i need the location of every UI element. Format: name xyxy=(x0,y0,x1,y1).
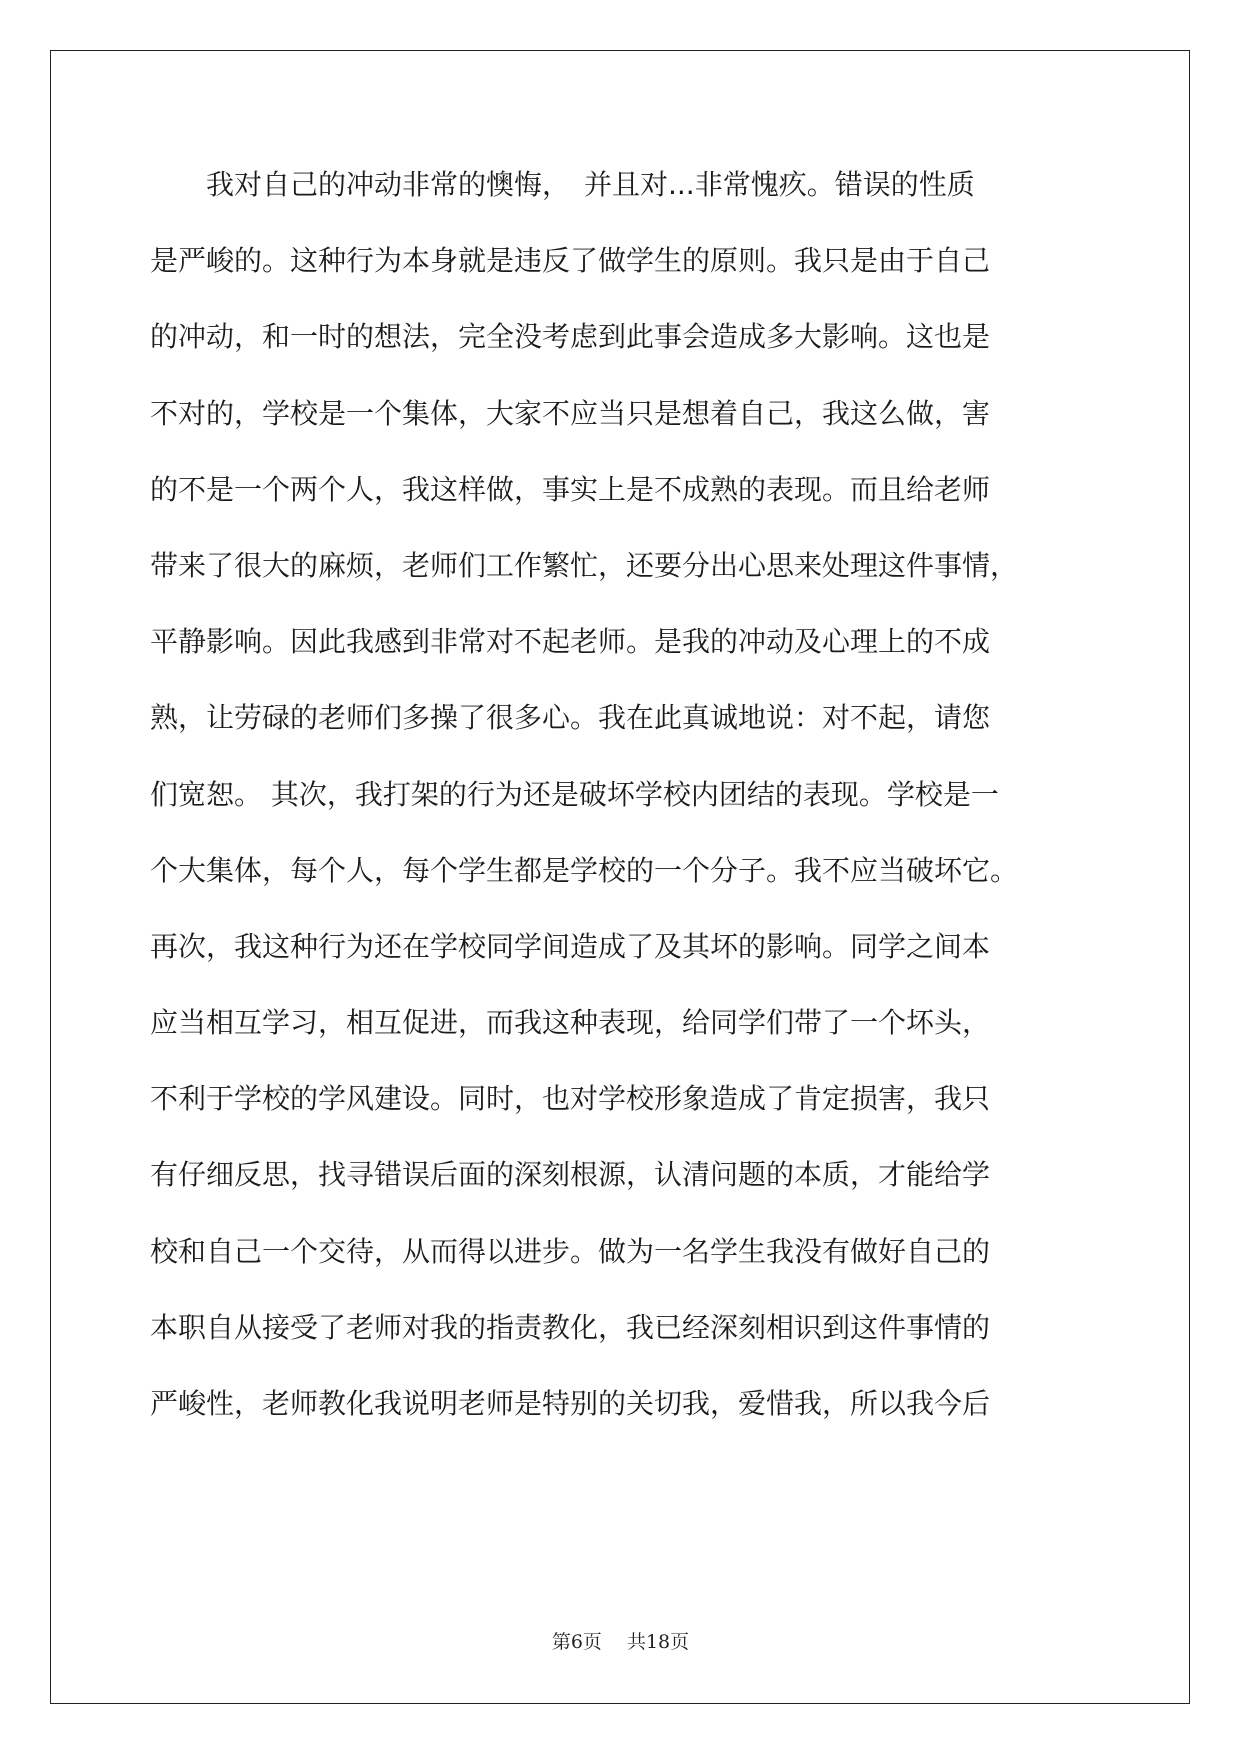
text-line: 个大集体，每个人，每个学生都是学校的一个分子。我不应当破坏它。 xyxy=(150,853,1019,887)
text-line: 有仔细反思，找寻错误后面的深刻根源，认清问题的本质，才能给学 xyxy=(150,1158,991,1192)
text-line: 校和自己一个交待，从而得以进步。做为一名学生我没有做好自己的 xyxy=(150,1234,991,1268)
text-line: 是严峻的。这种行为本身就是违反了做学生的原则。我只是由于自己 xyxy=(150,244,991,278)
text-line: 平静影响。因此我感到非常对不起老师。是我的冲动及心理上的不成 xyxy=(150,625,991,659)
text-line: 的冲动，和一时的想法，完全没考虑到此事会造成多大影响。这也是 xyxy=(150,320,991,354)
text-line: 们宽恕。 其次，我打架的行为还是破坏学校内团结的表现。学校是一 xyxy=(150,777,999,811)
text-line: 应当相互学习，相互促进，而我这种表现，给同学们带了一个坏头， xyxy=(150,1006,991,1040)
text-line: 熟，让劳碌的老师们多操了很多心。我在此真诚地说：对不起，请您 xyxy=(150,701,991,735)
text-line: 再次，我这种行为还在学校同学间造成了及其坏的影响。同学之间本 xyxy=(150,929,991,963)
text-line: 不对的，学校是一个集体，大家不应当只是想着自己，我这么做，害 xyxy=(150,396,991,430)
text-line: 不利于学校的学风建设。同时，也对学校形象造成了肯定损害，我只 xyxy=(150,1082,991,1116)
text-line: 我对自己的冲动非常的懊悔， 并且对...非常愧疚。错误的性质 xyxy=(150,168,975,201)
text-line: 本职自从接受了老师对我的指责教化，我已经深刻相识到这件事情的 xyxy=(150,1310,991,1344)
text-line: 带来了很大的麻烦，老师们工作繁忙，还要分出心思来处理这件事情， xyxy=(150,548,1019,582)
text-line: 的不是一个两个人，我这样做，事实上是不成熟的表现。而且给老师 xyxy=(150,472,991,506)
document-body xyxy=(150,165,1090,1460)
page-number: 第6页 共18页 xyxy=(551,1631,690,1653)
text-line: 严峻性，老师教化我说明老师是特别的关切我，爱惜我，所以我今后 xyxy=(150,1387,991,1420)
